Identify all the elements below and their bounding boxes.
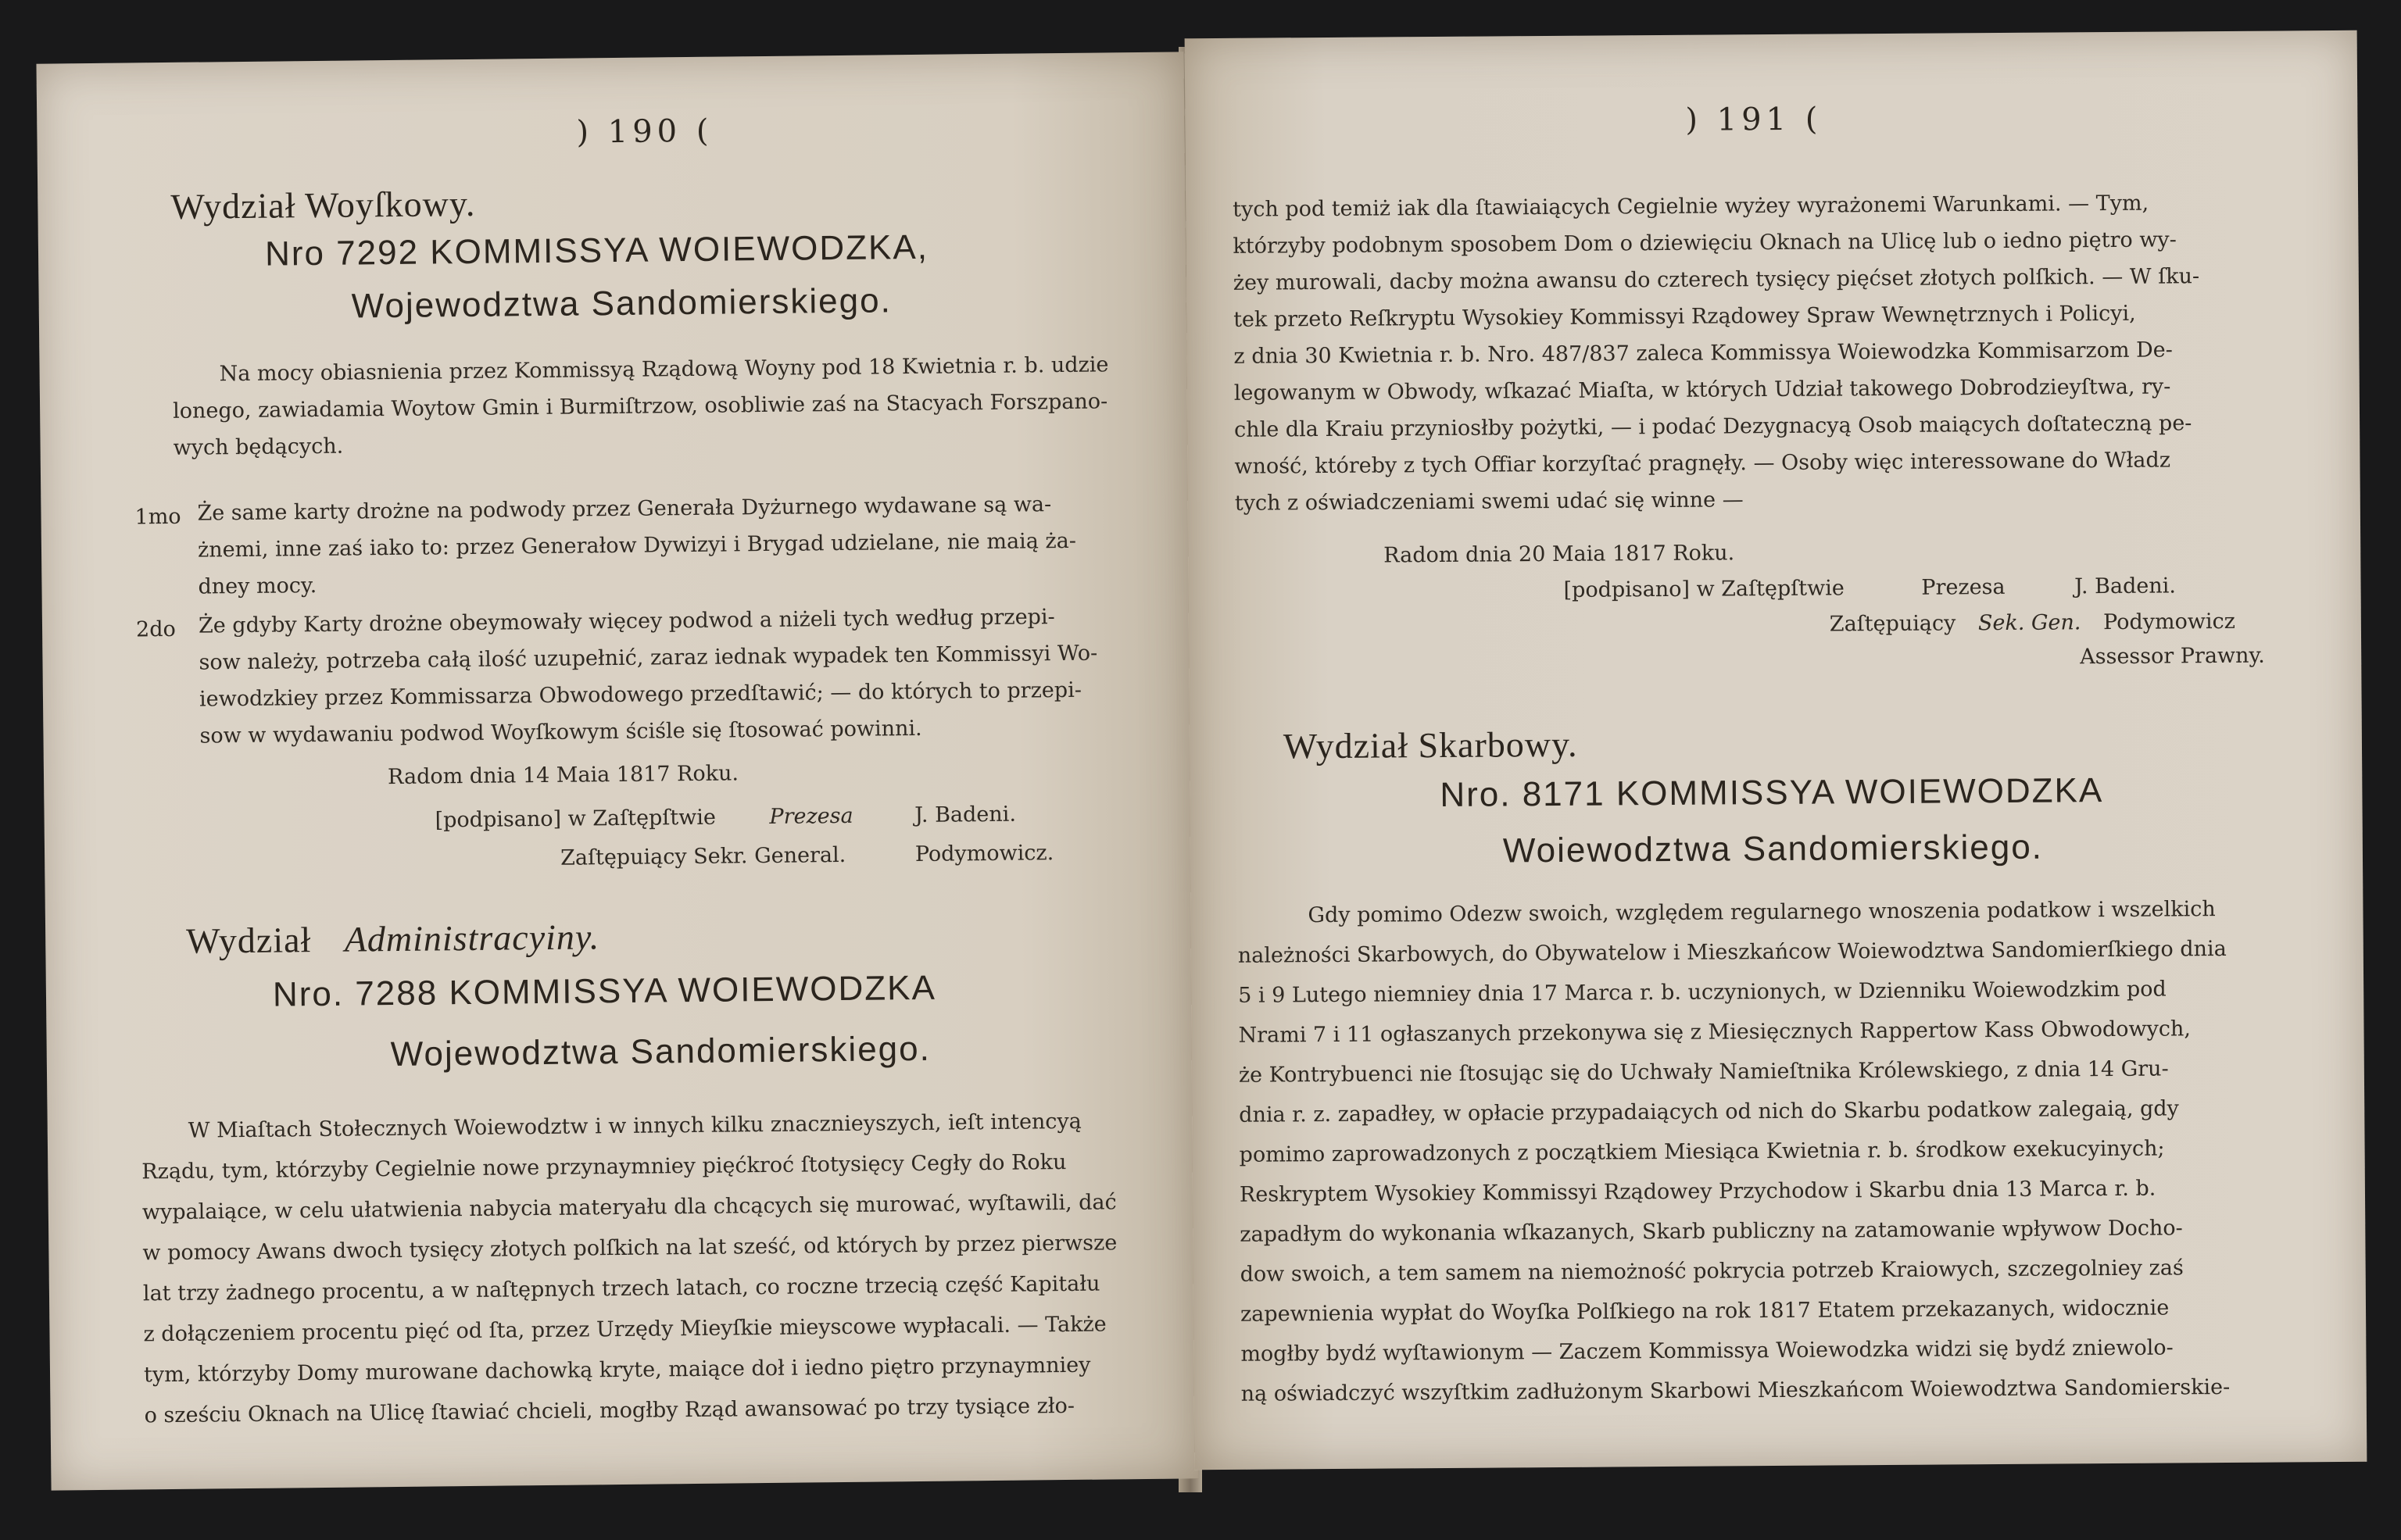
deputy-name: Podymowicz	[2102, 609, 2235, 635]
item-number-2: 2do	[135, 616, 176, 642]
assessor-line: Assessor Prawny.	[2080, 643, 2265, 670]
section-title-italic: Administracyiny.	[344, 916, 600, 959]
section-title-plain: Wydział	[185, 920, 312, 961]
decree-heading-8171: Nro. 8171 KOMMISSYA WOIEWODZKA	[1440, 771, 2104, 814]
signed-name: J. Badeni.	[2074, 573, 2176, 599]
text-line: należności Skarbowych, do Obywatelow i Mieszkańcow Woiewodztwa Sandomierſkiego dnia	[1237, 936, 2227, 968]
page-number: ) 190 (	[576, 113, 714, 151]
text-line: którzyby podobnym sposobem Dom o dziewięciu Oknach na Ulicę lub o iedno piętro wy-	[1233, 227, 2177, 259]
section-title-military: Wydział Woyſkowy.	[170, 183, 476, 227]
text-line: że Kontrybuenci nie ſtosując się do Uchwały Namieſtnika Królewskiego, z dnia 14 Gru-	[1238, 1056, 2169, 1088]
text-line: żnemi, inne zaś iako to: przez Generałow Dywizyi i Brygad udzielane, nie maią ża-	[197, 528, 1077, 563]
text-line: zapadłym do wykonania wſkazanych, Skarb publiczny na zatamowanie wpływow Docho-	[1240, 1216, 2183, 1247]
decree-item-1	[197, 485, 1159, 606]
left-page	[36, 52, 1198, 1490]
text-line: mogłby bydź wyſtawionym — Zaczem Kommissya Woiewodzka widzi się bydź zniewolo-	[1240, 1335, 2174, 1367]
text-line: sow należy, potrzeba całą ilość uzupełnić, zaraz iednak wypadek ten Kommissyi Wo-	[199, 641, 1098, 675]
text-line: legowanym w Obwody, wſkazać Miaſta, w których Udział takowego Dobrodzieyſtwa, ry-	[1233, 374, 2171, 406]
decree-item-2	[199, 598, 1161, 755]
decree-heading-7292: Nro 7292 KOMMISSYA WOIEWODZKA,	[264, 227, 929, 273]
section-title-administrative	[186, 916, 600, 962]
text-line: sow w wydawaniu podwod Woyſkowym ściśle się ſtosować powinni.	[199, 716, 922, 749]
text-line: Gdy pomimo Odezw swoich, względem regularnego wnoszenia podatkow i wszelkich	[1308, 897, 2216, 928]
text-line: wych będących.	[173, 434, 344, 460]
text-line: zapewnienia wypłat do Woyſka Polſkiego na rok 1817 Etatem przekazanych, widocznie	[1240, 1295, 2170, 1327]
text-line: dnia r. z. zapadłey, w opłacie przypadaiących od nich do Skarbu podatkow zalegaią, gdy	[1239, 1096, 2179, 1127]
deputy-role: Sek. Gen.	[1977, 610, 2081, 636]
text-line: dow swoich, a tem samem na niemożność pokrycia potrzeb Kraiowych, szczegolniey zaś	[1240, 1256, 2184, 1287]
text-line: dney mocy.	[198, 573, 317, 599]
text-line: ną oświadczyć wszyſtkim zadłużonym Skarbowi Mieszkańcom Woiewodztwa Sandomierskie-	[1240, 1374, 2231, 1406]
decree-heading-7288: Nro. 7288 KOMMISSYA WOIEWODZKA	[272, 968, 937, 1014]
section-title-treasury: Wydział Skarbowy.	[1283, 724, 1578, 766]
decree-date: Radom dnia 20 Maia 1817 Roku.	[1383, 541, 1735, 568]
text-line: wypalaiące, w celu ułatwienia nabycia materyału dla chcących się murować, wyſtawili, dać	[141, 1190, 1117, 1225]
decree-intro	[172, 346, 1158, 466]
text-line: tych z oświadczeniami swemi udać się winne —	[1234, 488, 1744, 516]
decree-date: Radom dnia 14 Maia 1817 Roku.	[387, 761, 739, 790]
page-number: ) 191 (	[1685, 101, 1823, 138]
text-line: z dnia 30 Kwietnia r. b. Nro. 487/837 zaleca Kommissya Woiewodzka Kommisarzom De-	[1233, 338, 2173, 369]
deputy-line	[1830, 609, 2235, 637]
decree-continuation	[1233, 184, 2321, 522]
decree-subheading: Wojewodztwa Sandomierskiego.	[351, 281, 893, 326]
text-line: lonego, zawiadamia Woytow Gmin i Burmiſtrzow, osobliwie zaś na Stacyach Forszpano-	[172, 389, 1108, 423]
text-line: tek przeto Reſkryptu Wysokiey Kommissyi Rządowey Spraw Wewnętrznych i Policyi,	[1233, 301, 2136, 332]
text-line: tych pod temiż iak dla ſtawiaiących Cegielnie wyżey wyrażonemi Warunkami. — Tym,	[1233, 191, 2149, 222]
text-line: chle dla Kraiu przyniosłby pożytki, — i podać Dezygnacyą Osob maiących doſtateczną pe-	[1234, 411, 2192, 442]
text-line: Że gdyby Karty drożne obeymowały więcey podwod a niżeli tych według przepi-	[198, 605, 1055, 638]
signed-label: [podpisano] w Zaſtępſtwie	[1563, 576, 1845, 602]
text-line: pomimo zaprowadzonych z początkiem Miesiąca Kwietnia r. b. środkow exekucyinych;	[1239, 1136, 2165, 1167]
deputy-line	[560, 841, 1054, 870]
signed-role: Prezesa	[769, 803, 853, 829]
text-line: z dołączeniem procentu pięć od ſta, przez Urzędy Mieyſkie mieyscowe wypłacali. — Także	[143, 1312, 1107, 1347]
item-number-1: 1mo	[134, 504, 181, 530]
text-line: iewodzkiey przez Kommissarza Obwodowego przedſtawić; — do których to przepi-	[199, 677, 1082, 712]
signature-line	[435, 802, 1016, 833]
text-line: w pomocy Awans dwoch tysięcy złotych polſkich na lat sześć, od których by przez pierwsze	[142, 1231, 1118, 1266]
decree-body-7288	[141, 1100, 1184, 1436]
text-line: żey murowali, dacby można awansu do czterech tysięcy pięćset złotych polſkich. — W ſku-	[1233, 264, 2200, 295]
decree-body-8171	[1237, 888, 2335, 1414]
text-line: Reskryptem Wysokiey Kommissyi Rządowey Przychodow i Skarbu dnia 13 Marca r. b.	[1239, 1176, 2156, 1207]
deputy-name: Podymowicz.	[914, 841, 1054, 867]
text-line: Na mocy obiasnienia przez Kommissyą Rządową Woyny pod 18 Kwietnia r. b. udzie	[219, 352, 1109, 387]
signed-name: J. Badeni.	[914, 802, 1017, 828]
decree-subheading: Woiewodztwa Sandomierskiego.	[1502, 827, 2044, 870]
decree-subheading: Wojewodztwa Sandomierskiego.	[390, 1029, 932, 1074]
signature-line	[1563, 573, 2176, 602]
text-line: o sześciu Oknach na Ulicę ſtawiać chcieli, mogłby Rząd awansować po trzy tysiące zło-	[144, 1393, 1075, 1428]
text-line: wność, któreby z tych Offiar korzyſtać pragnęły. — Osoby więc interessowane do Władz	[1234, 448, 2171, 479]
deputy-label: Zaſtępuiący Sekr. General.	[560, 842, 846, 870]
deputy-label: Zaſtępuiący	[1829, 611, 1956, 637]
signed-role: Prezesa	[1921, 574, 2006, 600]
text-line: 5 i 9 Lutego niemniey dnia 17 Marca r. b. uczynionych, w Dzienniku Woiewodzkim pod	[1238, 977, 2167, 1008]
text-line: Rządu, tym, którzyby Cegielnie nowe przynaymniey pięćkroć ſtotysięcy Cegły do Roku	[141, 1150, 1067, 1184]
text-line: Nrami 7 i 11 ogłaszanych przekonywa się z Miesięcznych Rappertow Kass Obwodowych,	[1238, 1017, 2192, 1048]
right-page	[1185, 30, 2367, 1470]
text-line: tym, którzyby Domy murowane dachowką kryte, maiące doł i iedno piętro przynaymniey	[143, 1352, 1091, 1388]
text-line: W Miaſtach Stołecznych Woiewodztw i w innych kilku znacznieyszych, ieſt intencyą	[188, 1109, 1082, 1143]
signed-label: [podpisano] w Zaſtępſtwie	[435, 805, 717, 833]
text-line: Że same karty drożne na podwody przez Generała Dyżurnego wydawane są wa-	[197, 492, 1052, 526]
text-line: lat trzy żadnego procentu, a w naſtępnych trzech latach, co roczne trzecią część Kapitału	[142, 1271, 1100, 1306]
